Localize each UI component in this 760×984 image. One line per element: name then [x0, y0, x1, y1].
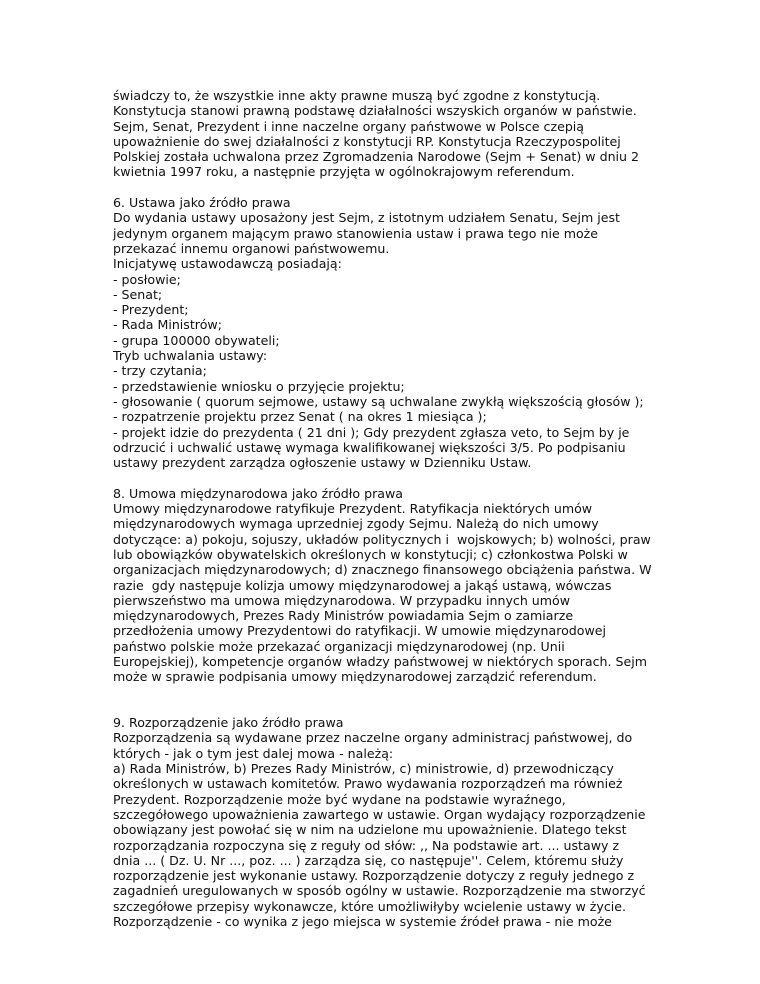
text-line: rozporządzenie jest wykonanie ustawy. Rozporządzenie dotyczy z reguły jednego z: [113, 868, 635, 884]
text-line: świadczy to, że wszystkie inne akty prawne muszą być zgodne z konstytucją.: [113, 88, 601, 103]
text-line: Rozporządzenia są wydawane przez naczelne organy administracj państwowej, do: [113, 730, 633, 746]
list-item: - grupa 100000 obywateli;: [113, 332, 280, 348]
text-line: określonych w ustawach komitetów. Prawo wydawania rozporządzeń ma również: [113, 776, 623, 792]
text-line: Umowy międzynarodowe ratyfikuje Prezydent. Ratyfikacja niektórych umów: [113, 501, 593, 517]
list-item: - rozpatrzenie projektu przez Senat ( na okres 1 miesiąca );: [113, 409, 487, 425]
text-line: a) Rada Ministrów, b) Prezes Rady Ministrów, c) ministrowie, d) przewodniczący: [113, 761, 614, 777]
list-item: - trzy czytania;: [113, 363, 207, 379]
text-line: upoważnienie do swej działalności z konstytucji RP. Konstytucja Rzeczypospolitej: [113, 133, 621, 149]
text-line: Europejskiej), kompetencje organów władzy państwowej w niektórych sporach. Sejm: [113, 653, 648, 669]
section-8: [113, 486, 653, 685]
text-line: rozporządzania rozpoczyna się z reguły od słów: ,, Na podstawie art. ... ustawy z: [113, 837, 620, 853]
text-line: lub obowiązków obywatelskich określonych w konstytucji; c) członkostwa Polski w: [113, 546, 628, 562]
list-item: - posłowie;: [113, 271, 181, 287]
text-line: Polskiej została uchwalona przez Zgromadzenia Narodowe (Sejm + Senat) w dniu 2: [113, 149, 640, 165]
text-line: szczegółowe przepisy wykonawcze, które umożliwiłyby wcielenie ustawy w życie.: [113, 898, 626, 914]
document-page: [113, 88, 653, 929]
text-line: organizacjach międzynarodowych; d) znacznego finansowego obciążenia państwa. W: [113, 562, 652, 578]
text-line: może w sprawie podpisania umowy międzynarodowej zarządzić referendum.: [113, 669, 597, 685]
text-line: przekazać innemu organowi państwowemu.: [113, 240, 390, 256]
list-item: - przedstawienie wniosku o przyjęcie projektu;: [113, 378, 405, 394]
text-line: państwo polskie może przekazać organizacji międzynarodowej (np. Unii: [113, 638, 565, 654]
text-line: Tryb uchwalania ustawy:: [113, 348, 268, 364]
text-line: których - jak o tym jest dalej mowa - należą:: [113, 745, 394, 761]
text-line: zagadnień uregulowanych w sposób ogólny w ustawie. Rozporządzenie ma stworzyć: [113, 883, 646, 899]
section-heading: 9. Rozporządzenie jako źródło prawa: [113, 715, 344, 731]
paragraph-gap: [113, 470, 653, 485]
text-line: dotyczące: a) pokoju, sojuszy, układów politycznych i wojskowych; b) wolności, praw: [113, 531, 651, 547]
text-line: ustawy prezydent zarządza ogłoszenie ustawy w Dzienniku Ustaw.: [113, 455, 532, 471]
section-6: [113, 195, 653, 470]
text-line: międzynarodowych, Prezes Rady Ministrów powiadamia Sejm o zamiarze: [113, 608, 574, 624]
text-line: jedynym organem mającym prawo stanowienia ustaw i prawa tego nie może: [113, 225, 599, 241]
text-line: kwietnia 1997 roku, a następnie przyjęta w ogólnokrajowym referendum.: [113, 164, 575, 180]
list-item: - Senat;: [113, 286, 163, 302]
list-item: - projekt idzie do prezydenta ( 21 dni ); Gdy prezydent zgłasza veto, to Sejm by je: [113, 424, 630, 440]
text-line: Prezydent. Rozporządzenie może być wydane na podstawie wyraźnego,: [113, 791, 566, 807]
text-line: Rozporządzenie - co wynika z jego miejsca w systemie źródeł prawa - nie może: [113, 914, 612, 930]
text-line: Do wydania ustawy uposażony jest Sejm, z istotnym udziałem Senatu, Sejm jest: [113, 210, 620, 226]
text-line: przedłożenia umowy Prezydentowi do ratyfikacji. W umowie międzynarodowej: [113, 623, 607, 639]
list-item: - głosowanie ( quorum sejmowe, ustawy są uchwalane zwykłą większością głosów );: [113, 393, 644, 409]
list-item: - Prezydent;: [113, 302, 189, 318]
paragraph-gap: [113, 685, 653, 716]
text-line: pierwszeństwo ma umowa międzynarodowa. W przypadku innych umów: [113, 592, 571, 608]
text-line: dnia ... ( Dz. U. Nr ..., poz. ... ) zarządza się, co następuje''. Celem, któremu służy: [113, 852, 624, 868]
section-9: [113, 715, 653, 929]
section-heading: 8. Umowa międzynarodowa jako źródło prawa: [113, 485, 404, 501]
text-line: międzynarodowych wymaga uprzedniej zgody Sejmu. Należą do nich umowy: [113, 516, 599, 532]
text-line: Inicjatywę ustawodawczą posiadają:: [113, 256, 342, 272]
text-line: Sejm, Senat, Prezydent i inne naczelne organy państwowe w Polsce czepią: [113, 118, 585, 134]
text-line: Konstytucja stanowi prawną podstawę działalności wszyskich organów w państwie.: [113, 103, 637, 119]
text-line: obowiązany jest powołać się w nim na udzielone mu upoważnienie. Dlatego tekst: [113, 822, 627, 838]
text-line: szczegółowego upoważnienia zawartego w ustawie. Organ wydający rozporządzenie: [113, 806, 646, 822]
text-line: odrzucić i uchwalić ustawę wymaga kwalifikowanej większości 3/5. Po podpisaniu: [113, 439, 626, 455]
intro-paragraph: [113, 88, 653, 180]
list-item: - Rada Ministrów;: [113, 317, 222, 333]
text-line: razie gdy następuje kolizja umowy międzynarodowej a jakąś ustawą, wówczas: [113, 577, 612, 593]
section-heading: 6. Ustawa jako źródło prawa: [113, 195, 291, 211]
paragraph-gap: [113, 180, 653, 195]
